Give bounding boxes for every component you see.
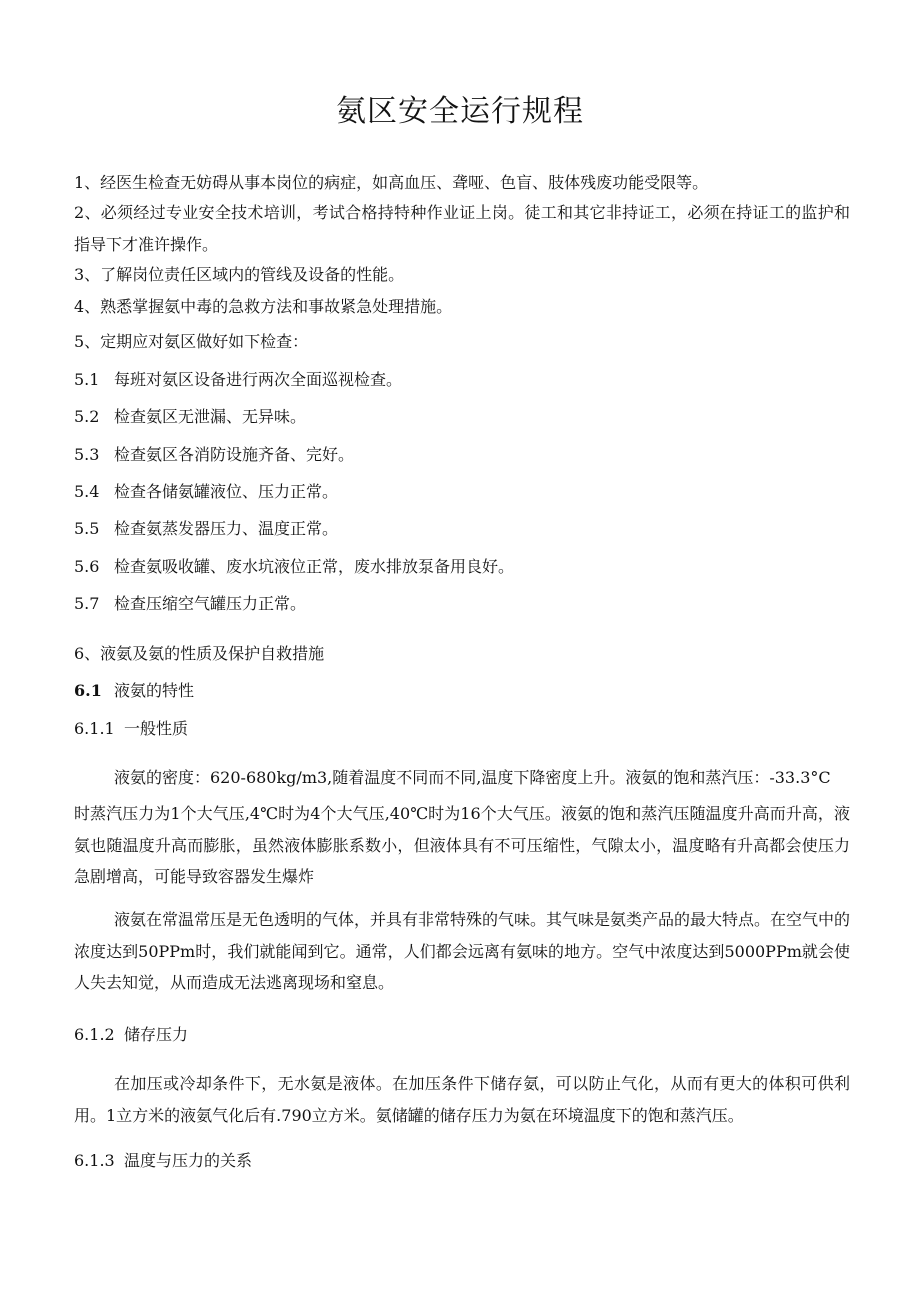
paragraph-1-body: 时蒸汽压力为1个大气压,4℃时为4个大气压,40℃时为16个大气压。液氨的饱和蒸汽压随温度升高而升高，液氨也随温度升高而膨胀，虽然液体膨胀系数小，但液体具有不可压缩性，气隙太小，温度略有升高都会使压力急剧增高，可能导致容器发生爆炸 [74,804,850,886]
check-number: 5.7 [74,594,100,613]
paragraph-2: 液氨在常温常压是无色透明的气体，并具有非常特殊的气味。其气味是氨类产品的最大特点。在空气中的浓度达到50PPm时，我们就能闻到它。通常，人们都会远离有氨味的地方。空气中浓度达到5000PPm就会使人失去知觉，从而造成无法逃离现场和窒息。 [74,910,851,992]
section-text: 液氨的特性 [114,681,195,700]
section-text: 储存压力 [124,1025,189,1044]
check-5-1 [74,369,402,391]
check-text: 检查氨吸收罐、废水坑液位正常，废水排放泵备用良好。 [114,557,515,576]
check-5-2 [74,406,306,428]
section-number: 6.1.2 [74,1025,115,1044]
item-2: 2、必须经过专业安全技术培训，考试合格持特种作业证上岗。徒工和其它非持证工，必须在持证工的监护和指导下才准许操作。 [74,203,850,254]
section-text: 一般性质 [124,719,189,738]
item-4: 4、熟悉掌握氨中毒的急救方法和事故紧急处理措施。 [74,297,453,316]
check-number: 5.3 [74,445,100,464]
section-6-heading: 6、液氨及氨的性质及保护自救措施 [74,644,325,663]
paragraph-3: 在加压或冷却条件下，无水氨是液体。在加压条件下储存氨，可以防止气化，从而有更大的体积可供利用。1立方米的液氨气化后有.790立方米。氨储罐的储存压力为氨在环境温度下的饱和蒸汽压。 [74,1074,850,1125]
section-6-1-3-heading [74,1150,252,1172]
check-number: 5.6 [74,557,100,576]
check-5-5 [74,518,338,540]
section-6-1-2-heading [74,1024,188,1046]
section-6-1-heading [74,680,194,702]
paragraph-1-first-line: 液氨的密度：620-680kg∕m3,随着温度不同而不同,温度下降密度上升。液氨的饱和蒸汽压：-33.3°C [114,768,831,787]
item-5: 5、定期应对氨区做好如下检查： [74,332,309,351]
section-number: 6.1 [74,681,102,700]
check-text: 检查氨区各消防设施齐备、完好。 [114,445,355,464]
check-text: 检查氨蒸发器压力、温度正常。 [114,519,339,538]
check-text: 检查压缩空气罐压力正常。 [114,594,307,613]
item-1: 1、经医生检查无妨碍从事本岗位的病症，如高血压、聋哑、色盲、肢体残废功能受限等。 [74,173,709,192]
section-text: 温度与压力的关系 [124,1151,253,1170]
check-number: 5.4 [74,482,100,501]
check-5-4 [74,481,338,503]
check-text: 检查氨区无泄漏、无异味。 [114,407,307,426]
check-number: 5.2 [74,407,100,426]
section-6-1-1-heading [74,718,188,740]
check-number: 5.1 [74,370,100,389]
section-number: 6.1.3 [74,1151,115,1170]
item-3: 3、了解岗位责任区域内的管线及设备的性能。 [74,265,405,284]
section-number: 6.1.1 [74,719,115,738]
check-text: 检查各储氨罐液位、压力正常。 [114,482,339,501]
document-title: 氨区安全运行规程 [336,94,584,129]
check-text: 每班对氨区设备进行两次全面巡视检查。 [114,370,403,389]
check-5-6 [74,556,514,578]
check-5-3 [74,444,354,466]
check-5-7 [74,593,306,615]
check-number: 5.5 [74,519,100,538]
